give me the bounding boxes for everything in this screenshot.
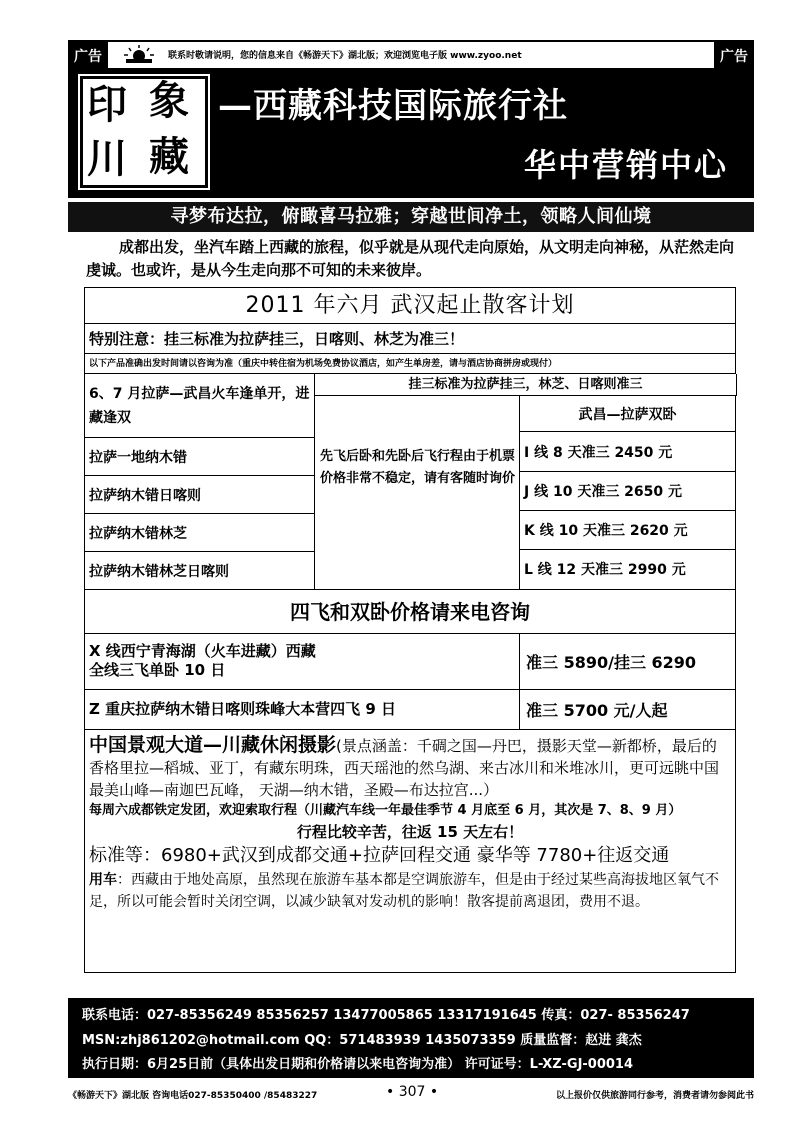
special-notice: 特别注意：挂三标准为拉萨挂三，日喀则、林芝为准三！: [85, 324, 735, 354]
contact-phone: 联系电话：027-85356249 85356257 13477005865 13317191645 传真：027- 85356247: [82, 1008, 690, 1023]
x-line-text-1: X 线西宁青海湖（火车进藏）西藏: [89, 642, 316, 660]
logo-char-4: 藏: [149, 133, 189, 180]
consult-heading: 四飞和双卧价格请来电咨询: [85, 590, 735, 634]
x-line-route: [85, 634, 520, 689]
route-column: [85, 374, 315, 589]
z-line-row: [85, 690, 735, 730]
logo-char-1: 印: [87, 81, 127, 128]
price-row: K 线 10 天准三 2620 元: [520, 511, 735, 550]
sichuan-desc: (景点涵盖：千碉之国—丹巴，摄影天堂—新都桥，最后的香格里拉—稻城、亚丁，有藏东明珠，西天瑶池的然乌湖、来古冰川和米堆冰川，更可远眺中国最美山峰—南迦巴瓦峰， 天湖—纳木错，圣殿—布达拉宫...）: [89, 737, 720, 799]
route-row: 拉萨纳木错日喀则: [85, 476, 314, 514]
brand-logo: [80, 76, 208, 188]
route-row: 拉萨纳木错林芝: [85, 514, 314, 552]
sun-logo-icon: [122, 44, 156, 64]
footer-left: 《畅游天下》湖北版 咨询电话027-85350400 /85483227: [68, 1091, 318, 1101]
price-row: I 线 8 天准三 2450 元: [520, 432, 735, 472]
agency-title: —西藏科技国际旅行社: [218, 86, 568, 126]
x-line-price: 准三 5890/挂三 6290: [526, 653, 697, 672]
price-row: L 线 12 天准三 2990 元: [524, 562, 686, 578]
logo-char-2: 象: [149, 77, 189, 124]
x-line-row: [85, 634, 735, 690]
price-row: J 线 10 天准三 2650 元: [520, 472, 735, 511]
z-line-route: Z 重庆拉萨纳木错日喀则珠峰大本营四飞 9 日: [85, 690, 520, 729]
sichuan-title-block: [89, 734, 731, 801]
footer-right: 以上报价仅供旅游同行参考，消费者请勿参阅此书: [555, 1091, 754, 1101]
contact-msn-qq: MSN:zhj861202@hotmail.com QQ：571483939 1435073359 质量监督：赵进 龚杰: [82, 1033, 642, 1048]
plan-title: 2011 年六月 武汉起止散客计划: [85, 288, 735, 324]
page-number: • 307 •: [386, 1084, 439, 1100]
vehicle-label: 用车: [89, 872, 117, 888]
route-row: 拉萨纳木错林芝日喀则: [89, 564, 229, 580]
ad-tag-right: 广告: [714, 42, 754, 70]
sichuan-title: 中国景观大道—川藏休闲摄影: [89, 734, 337, 756]
route-row: 6、7 月拉萨—武昌火车逢单开，进藏逢双: [85, 374, 314, 438]
slogan-banner: 寻梦布达拉，俯瞰喜马拉雅；穿越世间净土，领略人间仙境: [68, 202, 754, 232]
vehicle-text: ：西藏由于地处高原，虽然现在旅游车基本都是空调旅游车，但是由于经过某些高海拔地区氧气不足，所以可能会暂时关闭空调，以减少缺氧对发动机的影响！散客提前离退团，费用不退。: [89, 872, 719, 910]
sichuan-duration: 行程比较辛苦，往返 15 天左右！: [296, 823, 524, 841]
sichuan-tibet-section: [85, 730, 735, 972]
departure-note: 以下产品准确出发时间请以咨询为准（重庆中转住宿为机场免费协议酒店，如产生单房差，请与酒店协商拼房或现付）: [85, 354, 735, 374]
plan-table: [84, 287, 736, 973]
top-bar: [68, 40, 754, 68]
flight-price-note: 先飞后卧和先卧后飞行程由于机票价格非常不稳定，请有客随时询价: [319, 449, 515, 486]
price-column: [520, 374, 735, 589]
top-info-line: 联系时敬请说明，您的信息来自《畅游天下》湖北版；欢迎浏览电子版 www.zyoo.net: [168, 51, 522, 61]
x-line-text-2: 全线三飞单卧 10 日: [89, 661, 226, 679]
agency-subtitle: 华中营销中心: [523, 146, 728, 184]
z-line-price: 准三 5700 元/人起: [526, 701, 668, 720]
logo-char-3: 川: [87, 135, 127, 182]
route-row: 拉萨一地纳木错: [85, 438, 314, 476]
sichuan-schedule: 每周六成都铁定发团，欢迎索取行程（川藏汽车线一年最佳季节 4 月底至 6 月，其次是 7、8、9 月）: [89, 803, 682, 818]
vehicle-note: [89, 869, 731, 913]
price-head: 武昌—拉萨双卧: [520, 396, 735, 432]
standard-note-head: 挂三标准为拉萨挂三，林芝、日喀则准三: [315, 374, 737, 396]
ad-tag-left: 广告: [68, 42, 108, 70]
route-table: [85, 374, 735, 590]
hero-banner: [68, 68, 754, 198]
contact-dates-license: 执行日期：6月25日前（具体出发日期和价格请以来电咨询为准） 许可证号：L-XZ-GJ-00014: [82, 1057, 634, 1072]
intro-paragraph: 成都出发，坐汽车踏上西藏的旅程，似乎就是从现代走向原始，从文明走向神秘，从茫然走向虔诚。也或许，是从今生走向那不可知的未来彼岸。: [86, 238, 735, 279]
sichuan-price: 标准等：6980+武汉到成都交通+拉萨回程交通 豪华等 7780+往返交通: [89, 845, 670, 866]
contact-panel: [68, 998, 754, 1078]
